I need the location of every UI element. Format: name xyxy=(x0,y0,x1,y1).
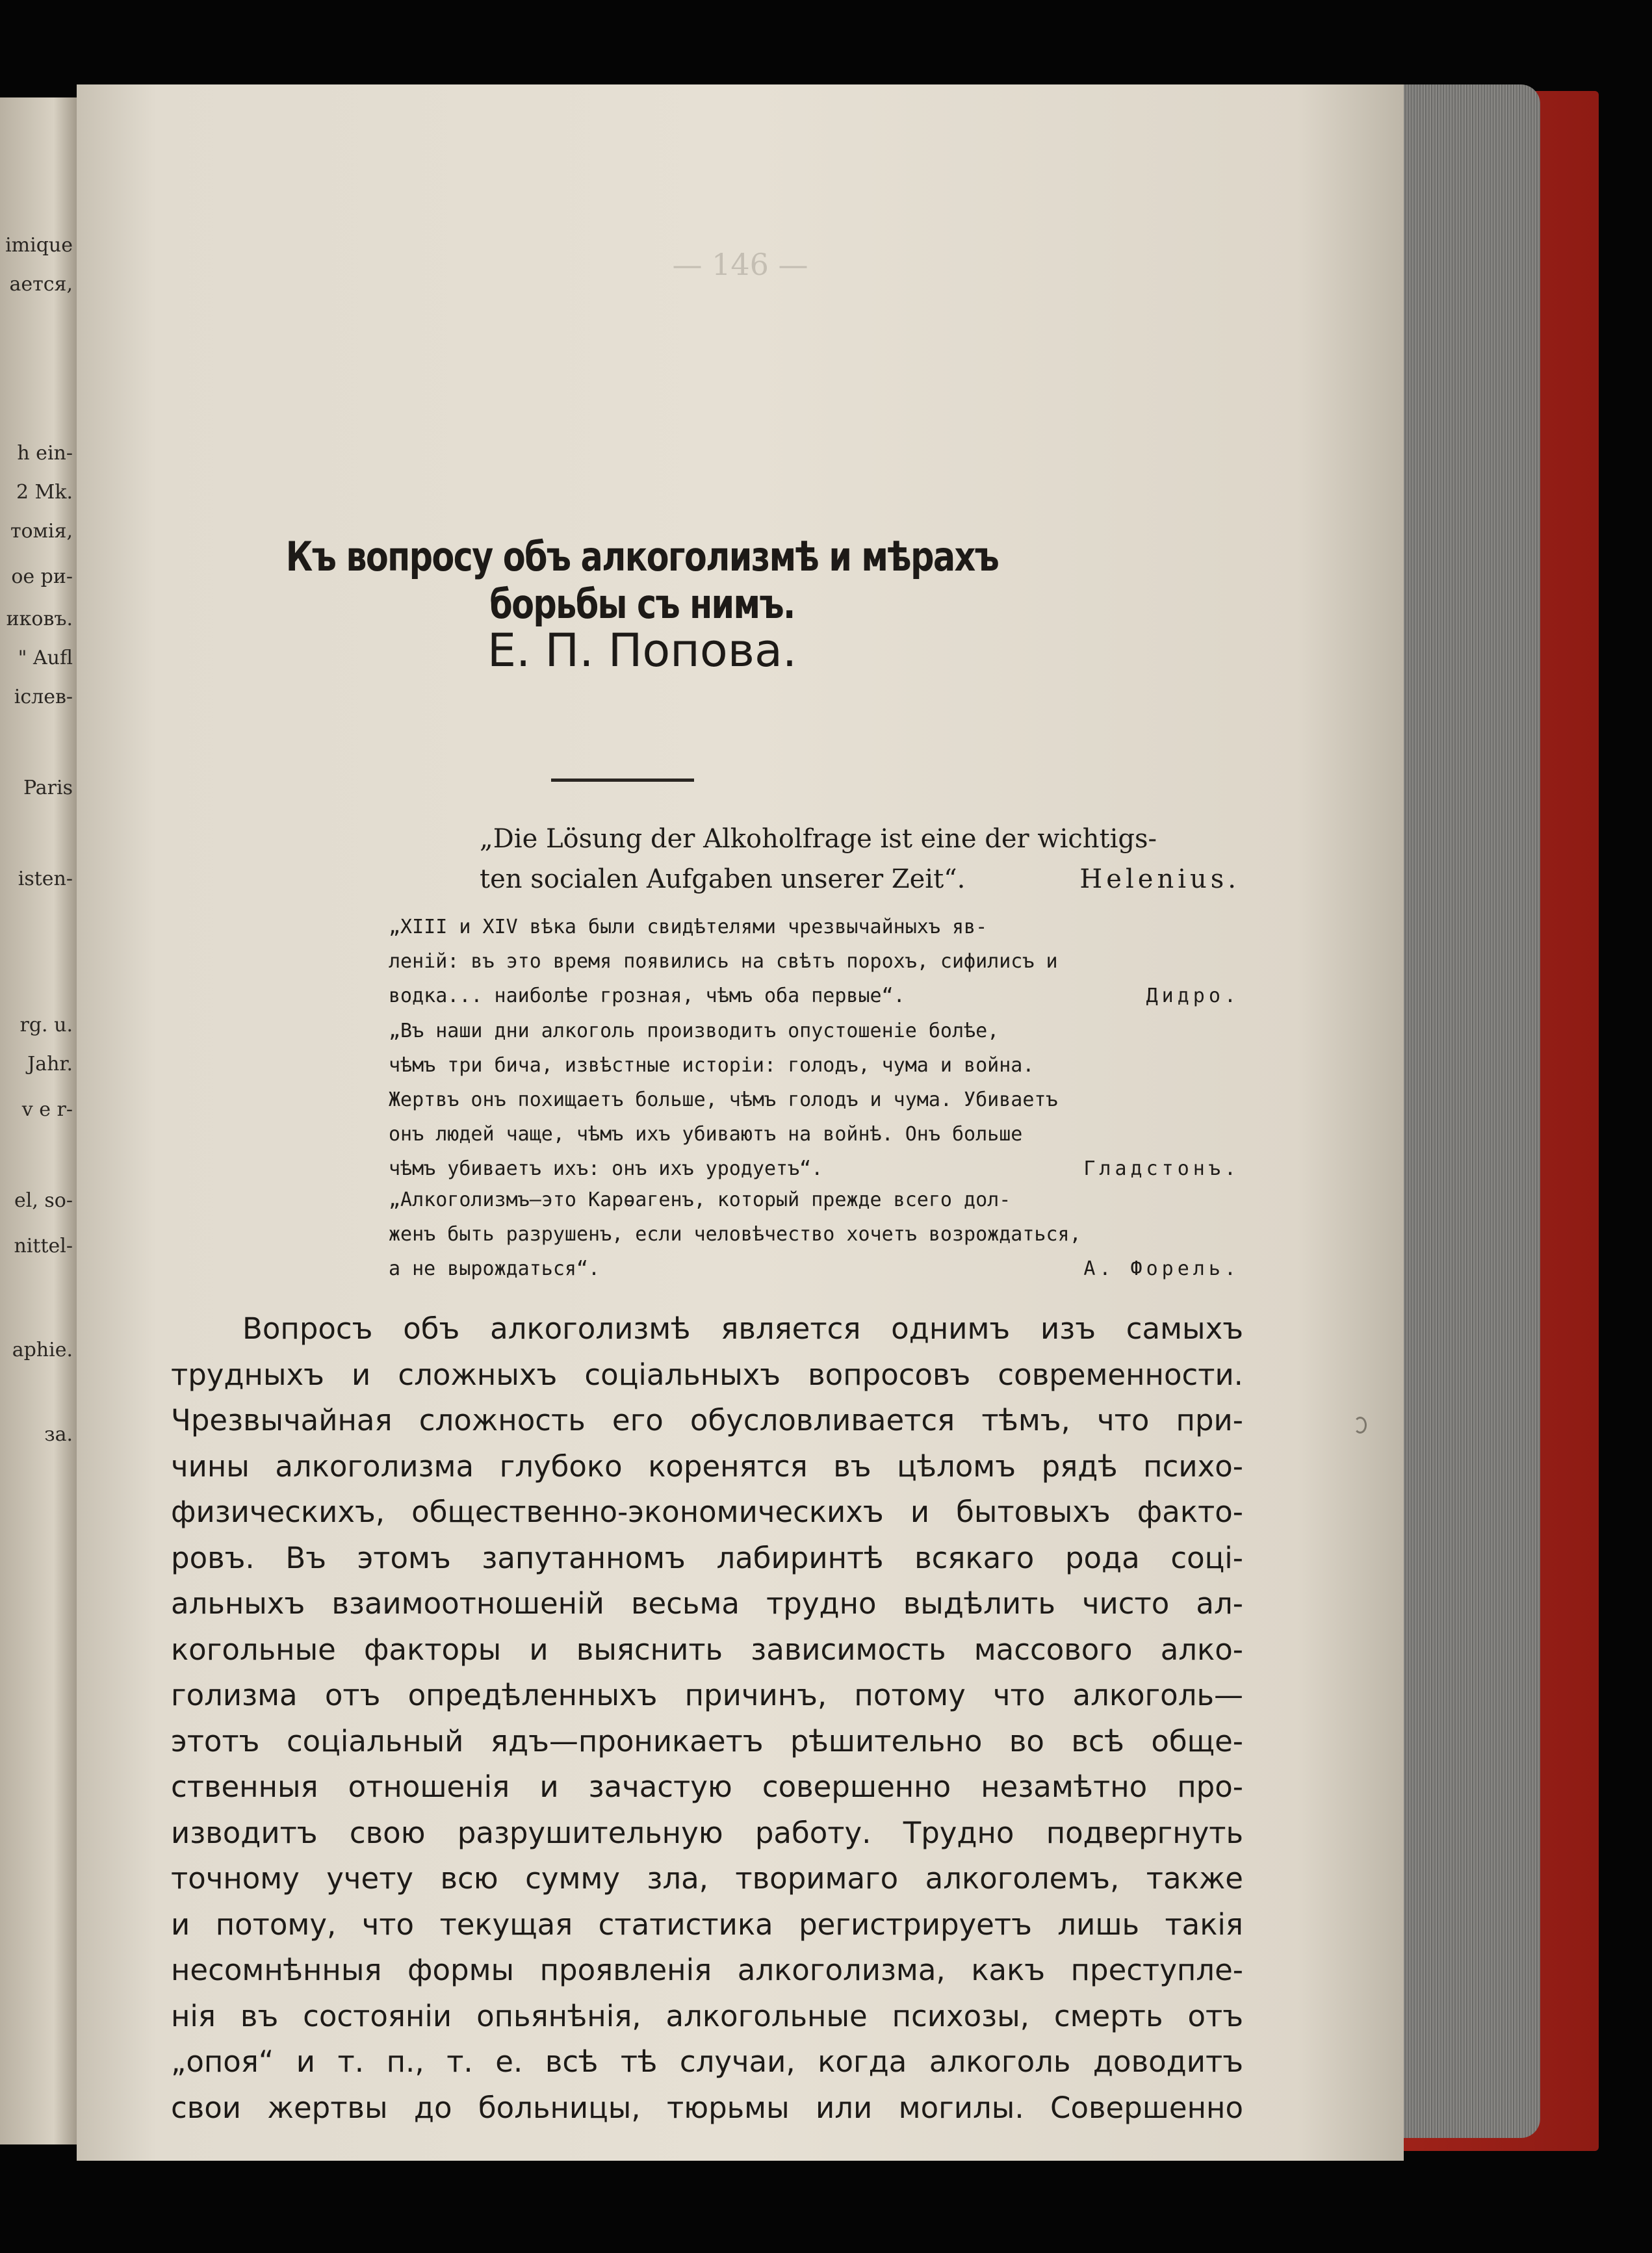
left-page-fragment: nittel- xyxy=(14,1235,73,1257)
left-page-fragment: aphie. xyxy=(12,1339,73,1361)
body-line: изводитъ свою разрушительную работу. Трудно подвергнуть xyxy=(171,1815,1243,1850)
body-line: голизма отъ опредѣленныхъ причинъ, потому что алкоголь— xyxy=(171,1678,1243,1712)
separator-rule xyxy=(551,779,694,782)
left-page-fragment: v e r- xyxy=(21,1098,73,1121)
epigraph-line: Жертвъ онъ похищаетъ больше, чѣмъ голодъ и чума. Убиваетъ xyxy=(389,1088,1058,1111)
epigraph-line: „Die Lösung der Alkoholfrage ist eine der wichtigs- xyxy=(480,824,1157,854)
epigraph-line: а не вырождаться“. xyxy=(389,1257,600,1280)
body-line: этотъ соціальный ядъ—проникаетъ рѣшительно во всѣ обще- xyxy=(171,1723,1243,1758)
epigraph-line: „XIII и XIV вѣка были свидѣтелями чрезвычайныхъ яв- xyxy=(389,916,988,938)
left-page-fragment: ое ри- xyxy=(11,565,73,588)
epigraph-line: чѣмъ три бича, извѣстные исторіи: голодъ, чума и война. xyxy=(389,1054,1035,1077)
left-page-fragment: томія, xyxy=(10,520,73,543)
paper-blemish xyxy=(1354,1417,1367,1434)
left-page-fragment: rg. u. xyxy=(19,1014,73,1036)
epigraph-line: „Алкоголизмъ—это Карѳагенъ, который прежде всего дол- xyxy=(389,1189,1011,1211)
epigraph-line: леній: въ это время появились на свѣтъ порохъ, сифилисъ и xyxy=(389,950,1058,973)
epigraph-line: водка... наиболѣе грозная, чѣмъ оба первые“. xyxy=(389,985,905,1007)
body-line: точному учету всю сумму зла, творимаго алкоголемъ, также xyxy=(171,1861,1243,1896)
epigraph-line: женъ быть разрушенъ, если человѣчество хочетъ возрождаться, xyxy=(389,1223,1081,1246)
epigraph-attribution: Дидро. xyxy=(1146,985,1240,1007)
left-page-fragment: h ein- xyxy=(17,442,73,465)
left-page-fragment: isten- xyxy=(18,868,73,890)
body-line: ровъ. Въ этомъ запутанномъ лабиринтѣ всякаго рода соці- xyxy=(171,1540,1243,1575)
article-body xyxy=(171,1306,1243,2131)
epigraph-attribution: Гладстонъ. xyxy=(1083,1157,1240,1180)
left-page-fragment: іслев- xyxy=(14,686,73,708)
left-page-fragment: " Aufl xyxy=(18,647,73,669)
body-line: альныхъ взаимоотношеній весьма трудно выдѣлить чисто ал- xyxy=(171,1586,1243,1621)
body-line: Чрезвычайная сложность его обусловливается тѣмъ, что при- xyxy=(171,1403,1243,1437)
body-line: нія въ состояніи опьянѣнія, алкогольные психозы, смерть отъ xyxy=(171,1998,1243,2033)
left-page-fragment: ается, xyxy=(9,273,73,296)
epigraph-diderot xyxy=(389,910,1240,1013)
left-page-fragment: иковъ. xyxy=(6,608,73,630)
body-line: когольные факторы и выяснить зависимость массового алко- xyxy=(171,1632,1243,1667)
left-page-fragment: Paris xyxy=(23,777,73,799)
epigraph-line: онъ людей чаще, чѣмъ ихъ убиваютъ на войнѣ. Онъ больше xyxy=(389,1123,1023,1146)
article-author: Е. П. Попова. xyxy=(487,624,797,677)
left-page-fragment: Jahr. xyxy=(27,1053,73,1075)
book-page xyxy=(77,84,1404,2161)
epigraph-line-with-attribution xyxy=(389,1252,1240,1286)
left-page-fragment: за. xyxy=(44,1423,73,1446)
left-page-fragment: imique xyxy=(5,234,73,257)
left-page-fragment: el, so- xyxy=(14,1189,73,1212)
left-page-margin xyxy=(0,97,77,2144)
epigraph-attribution: А. Форель. xyxy=(1083,1257,1240,1280)
body-line: физическихъ, общественно-экономическихъ и бытовыхъ факто- xyxy=(171,1495,1243,1529)
page-edges xyxy=(1384,84,1540,2138)
epigraph-line: ten socialen Aufgaben unserer Zeit“. xyxy=(480,864,966,894)
body-line: трудныхъ и сложныхъ соціальныхъ вопросовъ современности. xyxy=(171,1357,1243,1392)
body-line: несомнѣнныя формы проявленія алкоголизма, какъ преступле- xyxy=(171,1953,1243,1987)
page-number-bleed: — 146 — xyxy=(672,247,808,282)
epigraph-line-with-attribution xyxy=(480,859,1240,899)
epigraph-line: „Въ наши дни алкоголь производитъ опустошеніе болѣе, xyxy=(389,1020,1000,1042)
epigraph-gladstone xyxy=(389,1014,1240,1186)
article-title: Къ вопросу объ алкоголизмѣ и мѣрахъ борьбы съ нимъ. xyxy=(285,533,999,628)
body-line: „опоя“ и т. п., т. е. всѣ тѣ случаи, когда алкоголь доводитъ xyxy=(171,2044,1243,2079)
body-line: Вопросъ объ алкоголизмѣ является однимъ изъ самыхъ xyxy=(242,1311,1243,1346)
epigraph-forel xyxy=(389,1183,1240,1286)
epigraph-line-with-attribution xyxy=(389,1152,1240,1186)
body-line: и потому, что текущая статистика регистрируетъ лишь такія xyxy=(171,1907,1243,1942)
epigraph-attribution: Helenius. xyxy=(1079,864,1240,894)
epigraph-helenius xyxy=(480,819,1240,899)
epigraph-line-with-attribution xyxy=(389,979,1240,1013)
body-line: свои жертвы до больницы, тюрьмы или могилы. Совершенно xyxy=(171,2090,1243,2125)
epigraph-line: чѣмъ убиваетъ ихъ: онъ ихъ уродуетъ“. xyxy=(389,1157,823,1180)
body-line: чины алкоголизма глубоко коренятся въ цѣломъ рядѣ психо- xyxy=(171,1448,1243,1484)
body-line: ственныя отношенія и зачастую совершенно незамѣтно про- xyxy=(171,1770,1243,1804)
left-page-fragment: 2 Mk. xyxy=(16,481,73,504)
